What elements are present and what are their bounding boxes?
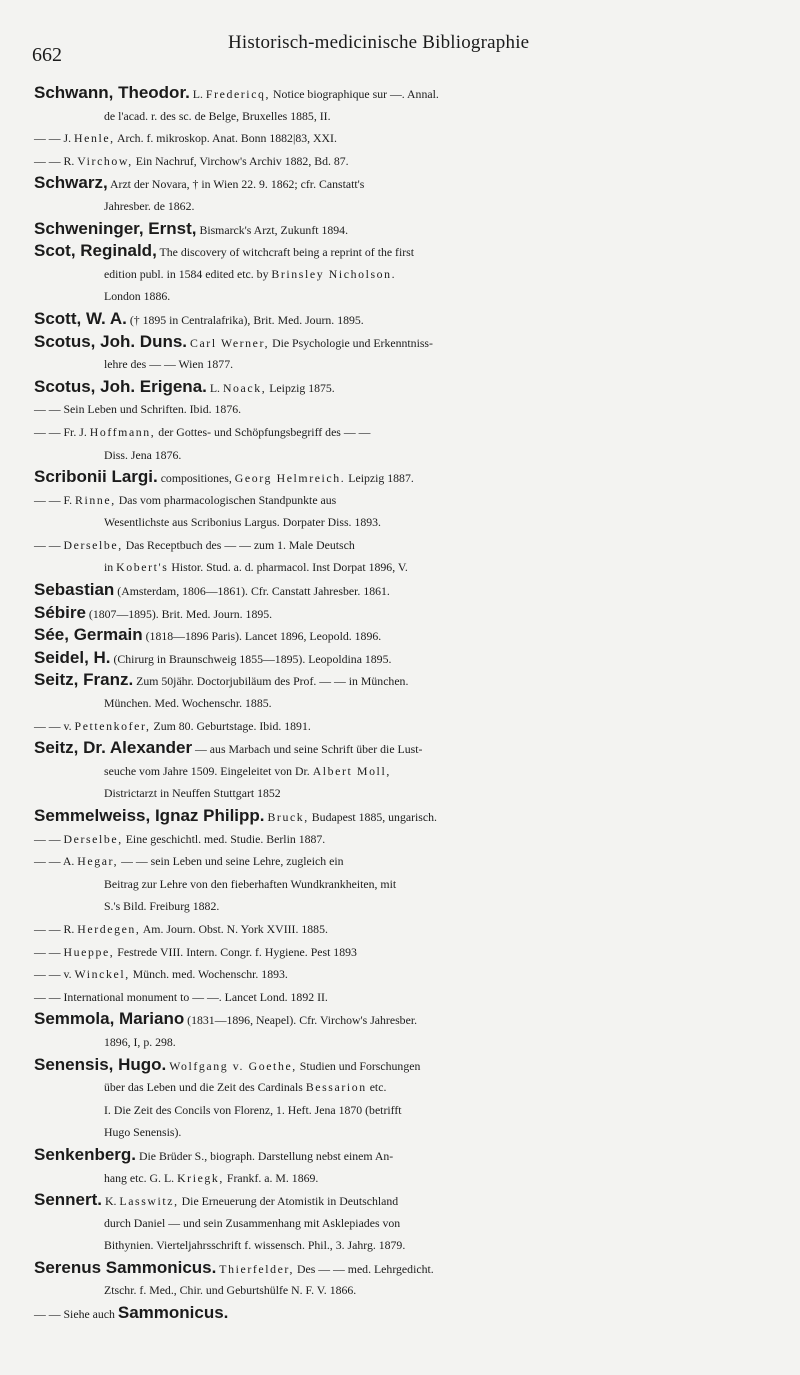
bibliography-line: [0, 805, 800, 828]
bibliography-line: [0, 986, 800, 1009]
author-name: Virchow,: [77, 153, 133, 168]
entry-text: Budapest 1885, ungarisch.: [308, 810, 437, 824]
entry-text: — — Fr. J.: [34, 424, 90, 439]
entry-text: der Gottes- und Schöpfungsbegriff des — —: [155, 424, 371, 439]
bibliography-line: [0, 466, 800, 489]
bibliography-line: [0, 1167, 800, 1190]
author-name: Bessarion: [305, 1080, 367, 1095]
bibliography-line: [0, 579, 800, 602]
entry-text: Arch. f. mikroskop. Anat. Bonn 1882|83, XXI.: [114, 131, 337, 146]
entry-text: — —: [34, 944, 64, 959]
entry-heading: Semmelweiss, Ignaz Philipp.: [34, 806, 265, 825]
entry-text: Wesentlichste aus Scribonius Largus. Dorpater Diss. 1893.: [104, 515, 381, 530]
author-name: Brinsley Nicholson.: [271, 266, 397, 281]
author-name: Winckel,: [74, 967, 130, 982]
entry-text: Diss. Jena 1876.: [104, 447, 182, 462]
bibliography-line: [0, 1189, 800, 1212]
entry-heading: Serenus Sammonicus.: [34, 1257, 217, 1277]
entry-text: (Amsterdam, 1806—1861). Cfr. Canstatt Jahresber. 1861.: [114, 584, 390, 599]
entry-text: Leipzig 1887.: [345, 471, 414, 486]
entry-heading: Senkenberg.: [34, 1144, 137, 1164]
bibliography-line: [0, 760, 800, 783]
bibliography-line: [0, 489, 800, 512]
entry-heading: Scotus, Joh. Duns.: [34, 331, 188, 351]
entry-text: Bismarck's Arzt, Zukunft 1894.: [196, 222, 349, 237]
bibliography-line: [0, 963, 800, 986]
entry-text: (1831—1896, Neapel). Cfr. Virchow's Jahresber.: [184, 1013, 418, 1028]
entry-text: München. Med. Wochenschr. 1885.: [104, 696, 272, 711]
entry-text: Am. Journ. Obst. N. York XVIII. 1885.: [140, 921, 328, 936]
bibliography-line: [0, 218, 800, 241]
entry-text: etc.: [366, 1080, 387, 1095]
bibliography-line: [0, 918, 800, 941]
author-name: Pettenkofer,: [74, 718, 151, 733]
entry-text: Bithynien. Vierteljahrsschrift f. wissensch. Phil., 3. Jahrg. 1879.: [104, 1238, 406, 1253]
entry-text: — — sein Leben und seine Lehre, zugleich ein: [118, 854, 344, 869]
entry-text: in: [104, 560, 117, 575]
entry-text: Ein Nachruf, Virchow's Archiv 1882, Bd. 87.: [132, 153, 349, 168]
author-name: Hoffmann,: [89, 424, 156, 439]
bibliography-line: [0, 150, 800, 173]
bibliography-line: [0, 263, 800, 286]
entry-text: S.'s Bild. Freiburg 1882.: [104, 899, 220, 914]
entry-text: Districtarzt in Neuffen Stuttgart 1852: [104, 786, 281, 801]
entry-heading: Sennert.: [34, 1190, 103, 1210]
bibliography-line: [0, 737, 800, 760]
author-name: Fredericq,: [205, 87, 271, 101]
bibliography-line: [0, 534, 800, 557]
entry-text: — — v.: [34, 967, 75, 982]
author-name: Derselbe,: [63, 537, 123, 552]
bibliography-line: [0, 511, 800, 534]
entry-text: Eine geschichtl. med. Studie. Berlin 1887.: [122, 831, 326, 846]
bibliography-line: [0, 669, 800, 692]
author-name: Kriegk,: [177, 1170, 224, 1185]
entry-text: — — A.: [34, 854, 78, 869]
entry-text: lehre des — — Wien 1877.: [104, 357, 234, 372]
entry-text: — — Siehe auch: [34, 1307, 118, 1322]
entry-text: Leipzig 1875.: [266, 380, 335, 395]
entry-text: Arzt der Novara, † in Wien 22. 9. 1862; cfr. Canstatt's: [107, 177, 365, 192]
entry-text: 1896, I, p. 298.: [104, 1034, 176, 1049]
author-name: Derselbe,: [63, 831, 123, 846]
entry-text: — — R.: [34, 153, 78, 168]
bibliography-line: [0, 444, 800, 467]
entry-text: durch Daniel — und sein Zusammenhang mit Asklepiades von: [104, 1215, 401, 1230]
bibliography-line: [0, 376, 800, 399]
author-name: Kobert's: [116, 560, 169, 575]
entry-text: L.: [189, 87, 206, 101]
entry-heading: Scribonii Largi.: [34, 467, 158, 487]
entry-text: — — J.: [34, 131, 74, 146]
entry-text: — — F.: [34, 492, 76, 507]
entry-text: Die Psychologie und Erkenntniss-: [269, 335, 433, 350]
entry-text: — — R.: [34, 921, 78, 936]
entry-text: († 1895 in Centralafrika), Brit. Med. Journ. 1895.: [126, 312, 364, 327]
entry-text: compositiones,: [157, 471, 235, 486]
entry-heading: Schwann, Theodor.: [34, 83, 190, 102]
entry-text: — aus Marbach und seine Schrift über die Lust-: [192, 742, 423, 757]
bibliography-line: [0, 1099, 800, 1122]
entry-heading: Sammonicus.: [117, 1303, 229, 1323]
entry-text: Studien und Forschungen: [296, 1058, 421, 1073]
bibliography-line: [0, 1279, 800, 1302]
running-title: Historisch-medicinische Bibliographie: [228, 32, 530, 53]
page-number: 662: [32, 44, 62, 66]
entry-heading: Scott, W. A.: [34, 308, 127, 328]
bibliography-line: [0, 828, 800, 851]
author-name: Thierfelder,: [219, 1261, 295, 1276]
bibliography-line: [0, 873, 800, 896]
bibliography-line: [0, 556, 800, 579]
bibliography-line: [0, 1121, 800, 1144]
entry-text: — — International monument to — —. Lancet Lond. 1892 II.: [34, 989, 328, 1004]
bibliography-line: [0, 1031, 800, 1054]
entry-text: Die Brüder S., biograph. Darstellung nebst einem An-: [136, 1148, 394, 1163]
entry-text: K.: [102, 1194, 120, 1209]
bibliography-line: [0, 1302, 800, 1325]
author-name: Hueppe,: [63, 944, 115, 959]
bibliography-line: [0, 1257, 800, 1280]
bibliography-line: [0, 941, 800, 964]
bibliography-line: [0, 1212, 800, 1235]
entry-text: (1807—1895). Brit. Med. Journ. 1895.: [85, 606, 273, 621]
entry-heading: Scotus, Joh. Erigena.: [34, 376, 207, 396]
bibliography-line: [0, 1008, 800, 1031]
entry-heading: Seitz, Franz.: [34, 670, 134, 690]
author-name: Rinne,: [75, 492, 116, 507]
bibliography-line: [0, 353, 800, 376]
page-header: [0, 30, 800, 66]
bibliography-line: [0, 331, 800, 354]
bibliography-line: [0, 172, 800, 195]
entry-text: The discovery of witchcraft being a reprint of the first: [156, 245, 415, 260]
entry-heading: Schwarz,: [34, 173, 108, 193]
entry-text: Des — — med. Lehrgedicht.: [294, 1261, 434, 1276]
entry-text: seuche vom Jahre 1509. Eingeleitet von Dr.: [104, 763, 313, 778]
entry-text: Die Erneuerung der Atomistik in Deutschland: [178, 1194, 399, 1209]
entry-text: Das Receptbuch des — — zum 1. Male Deutsch: [122, 537, 355, 552]
entry-heading: Scot, Reginald,: [34, 241, 157, 261]
author-name: Albert Moll,: [312, 763, 391, 778]
entry-text: hang etc. G. L.: [104, 1170, 178, 1185]
author-name: Hegar,: [77, 854, 119, 869]
entry-text: London 1886.: [104, 289, 171, 304]
entry-text: L.: [206, 380, 223, 395]
entry-text: (Chirurg in Braunschweig 1855—1895). Leopoldina 1895.: [110, 651, 392, 666]
author-name: Wolfgang v. Goethe,: [169, 1058, 297, 1073]
entry-text: Festrede VIII. Intern. Congr. f. Hygiene. Pest 1893: [114, 944, 357, 959]
bibliography-line: [0, 240, 800, 263]
entry-text: Zum 50jähr. Doctorjubiläum des Prof. — — in München.: [133, 674, 409, 689]
bibliography-line: [0, 1076, 800, 1099]
bibliography-line: [0, 1234, 800, 1257]
author-name: Lasswitz,: [119, 1194, 179, 1209]
bibliography-line: [0, 398, 800, 421]
entry-heading: Sébire: [34, 602, 86, 622]
entry-text: Jahresber. de 1862.: [104, 198, 195, 213]
entry-heading: Seidel, H.: [34, 647, 111, 667]
entry-text: — — v.: [34, 718, 75, 733]
entry-text: — — Sein Leben und Schriften. Ibid. 1876.: [34, 402, 242, 417]
entry-text: I. Die Zeit des Concils von Florenz, 1. Heft. Jena 1870 (betrifft: [104, 1102, 402, 1117]
entry-heading: Schweninger, Ernst,: [34, 218, 197, 238]
bibliography-line: [0, 127, 800, 150]
entry-text: Histor. Stud. a. d. pharmacol. Inst Dorpat 1896, V.: [168, 560, 408, 575]
bibliography-line: [0, 715, 800, 738]
bibliography-line: [0, 782, 800, 805]
author-name: Bruck,: [267, 810, 309, 824]
entry-text: (1818—1896 Paris). Lancet 1896, Leopold. 1896.: [142, 629, 382, 644]
author-name: Henle,: [73, 131, 115, 146]
bibliography-line: [0, 1144, 800, 1167]
bibliography-line: [0, 421, 800, 444]
entry-text: — —: [34, 831, 64, 846]
entry-text: über das Leben und die Zeit des Cardinals: [104, 1080, 306, 1095]
bibliography-line: [0, 647, 800, 670]
bibliography-line: [0, 624, 800, 647]
bibliography-line: [0, 285, 800, 308]
bibliography-line: [0, 1054, 800, 1077]
entry-heading: Seitz, Dr. Alexander: [34, 738, 193, 758]
bibliography-line: [0, 692, 800, 715]
entry-text: Beitrag zur Lehre von den fieberhaften Wundkrankheiten, mit: [104, 876, 397, 891]
bibliography-line: [0, 105, 800, 128]
bibliography-line: [0, 82, 800, 105]
entry-text: Das vom pharmacologischen Standpunkte aus: [115, 492, 337, 507]
bibliography-entries: [0, 82, 800, 1325]
bibliography-line: [0, 195, 800, 218]
entry-text: Ztschr. f. Med., Chir. und Geburtshülfe N. F. V. 1866.: [104, 1283, 357, 1298]
bibliography-line: [0, 602, 800, 625]
entry-text: — —: [34, 537, 64, 552]
bibliography-line: [0, 895, 800, 918]
entry-text: Münch. med. Wochenschr. 1893.: [129, 967, 288, 982]
author-name: Herdegen,: [77, 921, 141, 936]
author-name: Carl Werner,: [189, 335, 270, 350]
entry-text: Zum 80. Geburtstage. Ibid. 1891.: [150, 718, 311, 733]
entry-heading: Sebastian: [34, 580, 115, 600]
author-name: Georg Helmreich.: [234, 471, 346, 486]
entry-heading: Sée, Germain: [34, 625, 143, 645]
entry-text: Hugo Senensis).: [104, 1125, 182, 1140]
entry-text: Frankf. a. M. 1869.: [223, 1170, 319, 1185]
bibliography-line: [0, 850, 800, 873]
entry-heading: Senensis, Hugo.: [34, 1054, 167, 1074]
entry-text: de l'acad. r. des sc. de Belge, Bruxelles 1885, II.: [104, 108, 331, 123]
author-name: Noack,: [222, 380, 267, 395]
entry-text: Notice biographique sur —. Annal.: [270, 87, 439, 101]
entry-text: edition publ. in 1584 edited etc. by: [104, 266, 272, 281]
entry-heading: Semmola, Mariano: [34, 1009, 185, 1029]
bibliography-line: [0, 308, 800, 331]
